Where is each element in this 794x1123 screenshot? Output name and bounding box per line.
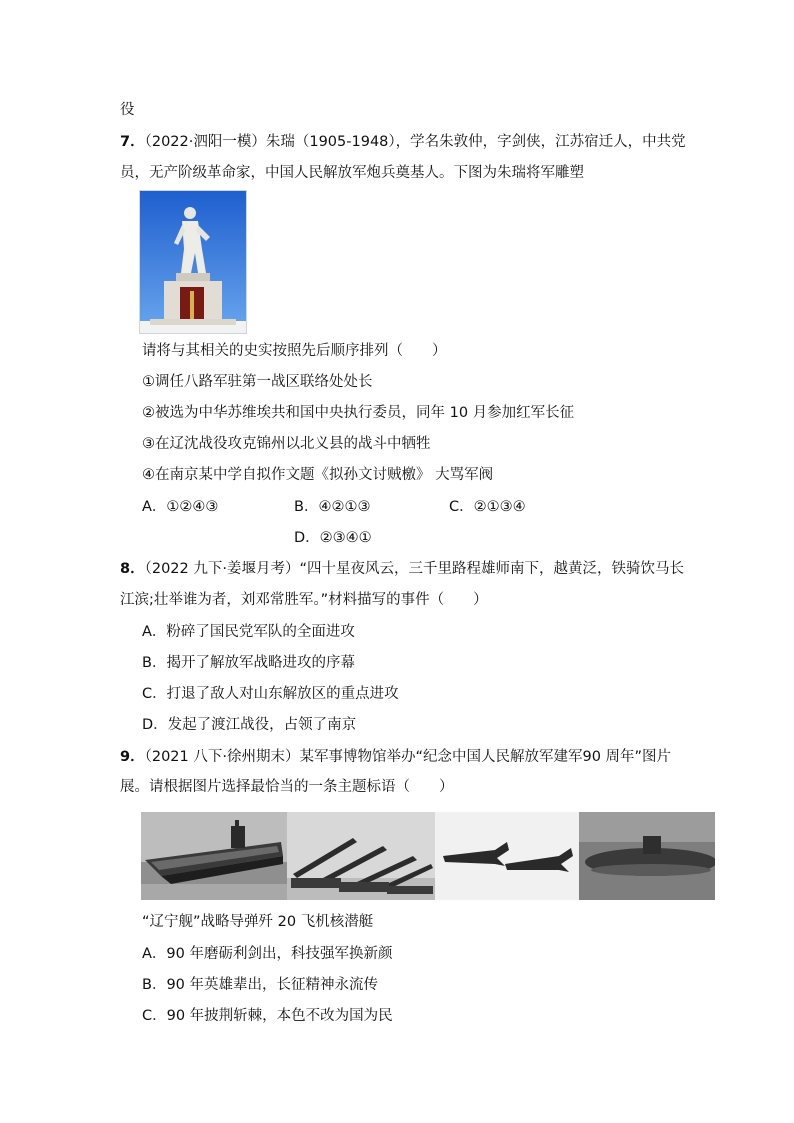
military-photo-strip [141, 812, 715, 900]
question-7-text-line2: 员，无产阶级革命家，中国人民解放军炮兵奠基人。下图为朱瑞将军雕塑 [120, 165, 584, 181]
j20-aircraft-photo [435, 812, 579, 900]
question-7-item-3: ③在辽沈战役攻克锦州以北义县的战斗中牺牲 [142, 436, 431, 452]
question-9-text-line2: 展。请根据图片选择最恰当的一条主题标语（ ） [120, 779, 454, 795]
question-9-option-b[interactable]: B．90 年英雄辈出，长征精神永流传 [142, 977, 379, 993]
question-text: “四十星夜风云，三千里路程雄师南下，越黄泛，铁骑饮马长 [299, 561, 684, 577]
strategic-missile-photo [287, 812, 435, 900]
question-number: 7． [120, 134, 145, 150]
question-8-option-d[interactable]: D．发起了渡江战役，占领了南京 [142, 717, 357, 733]
question-7-header [120, 132, 686, 152]
question-7-option-c[interactable]: C．②①③④ [449, 499, 526, 515]
question-9-header [120, 747, 671, 767]
question-7-item-4: ④在南京某中学自拟作文题《拟孙文讨贼檄》 大骂军阀 [142, 467, 494, 483]
nuclear-submarine-photo [579, 812, 715, 900]
question-source: （2021 八下·徐州期末） [144, 749, 300, 765]
question-7-item-1: ①调任八路军驻第一战区联络处处长 [142, 374, 373, 390]
question-7-item-2: ②被选为中华苏维埃共和国中央执行委员，同年 10 月参加红军长征 [142, 405, 575, 421]
question-8-option-a[interactable]: A．粉碎了国民党军队的全面进攻 [142, 624, 355, 640]
question-source: （2022·泗阳一模） [144, 134, 266, 150]
question-7-option-a[interactable]: A．①②④③ [142, 499, 219, 515]
question-source: （2022 九下·姜堰月考） [144, 561, 300, 577]
question-9-image-caption: “辽宁舰”战略导弹歼 20 飞机核潜艇 [142, 914, 374, 930]
statue-illustration [140, 191, 246, 333]
question-7-prompt: 请将与其相关的史实按照先后顺序排列（ ） [142, 343, 447, 359]
question-text: 某军事博物馆举办“纪念中国人民解放军建军90 周年”图片 [299, 749, 672, 765]
question-8-header [120, 559, 684, 579]
question-8-text-line2: 江滨;壮举谁为者，刘邓常胜军。”材料描写的事件（ ） [120, 592, 488, 608]
question-9-option-a[interactable]: A．90 年磨砺利剑出，科技强军换新颜 [142, 946, 393, 962]
question-number: 9． [120, 749, 145, 765]
question-8-option-b[interactable]: B．揭开了解放军战略进攻的序幕 [142, 655, 355, 671]
continued-text: 役 [120, 102, 135, 118]
question-text: 朱瑞（1905-1948），学名朱敦仲，字剑侠，江苏宿迁人，中共党 [265, 134, 686, 150]
question-8-option-c[interactable]: C．打退了敌人对山东解放区的重点进攻 [142, 686, 399, 702]
question-number: 8． [120, 561, 145, 577]
aircraft-carrier-photo [141, 812, 287, 900]
question-9-option-c[interactable]: C．90 年披荆斩棘，本色不改为国为民 [142, 1008, 393, 1024]
zhu-rui-statue-image [139, 190, 247, 334]
question-7-option-b[interactable]: B．④②①③ [294, 499, 371, 515]
question-7-option-d[interactable]: D．②③④① [294, 530, 372, 546]
